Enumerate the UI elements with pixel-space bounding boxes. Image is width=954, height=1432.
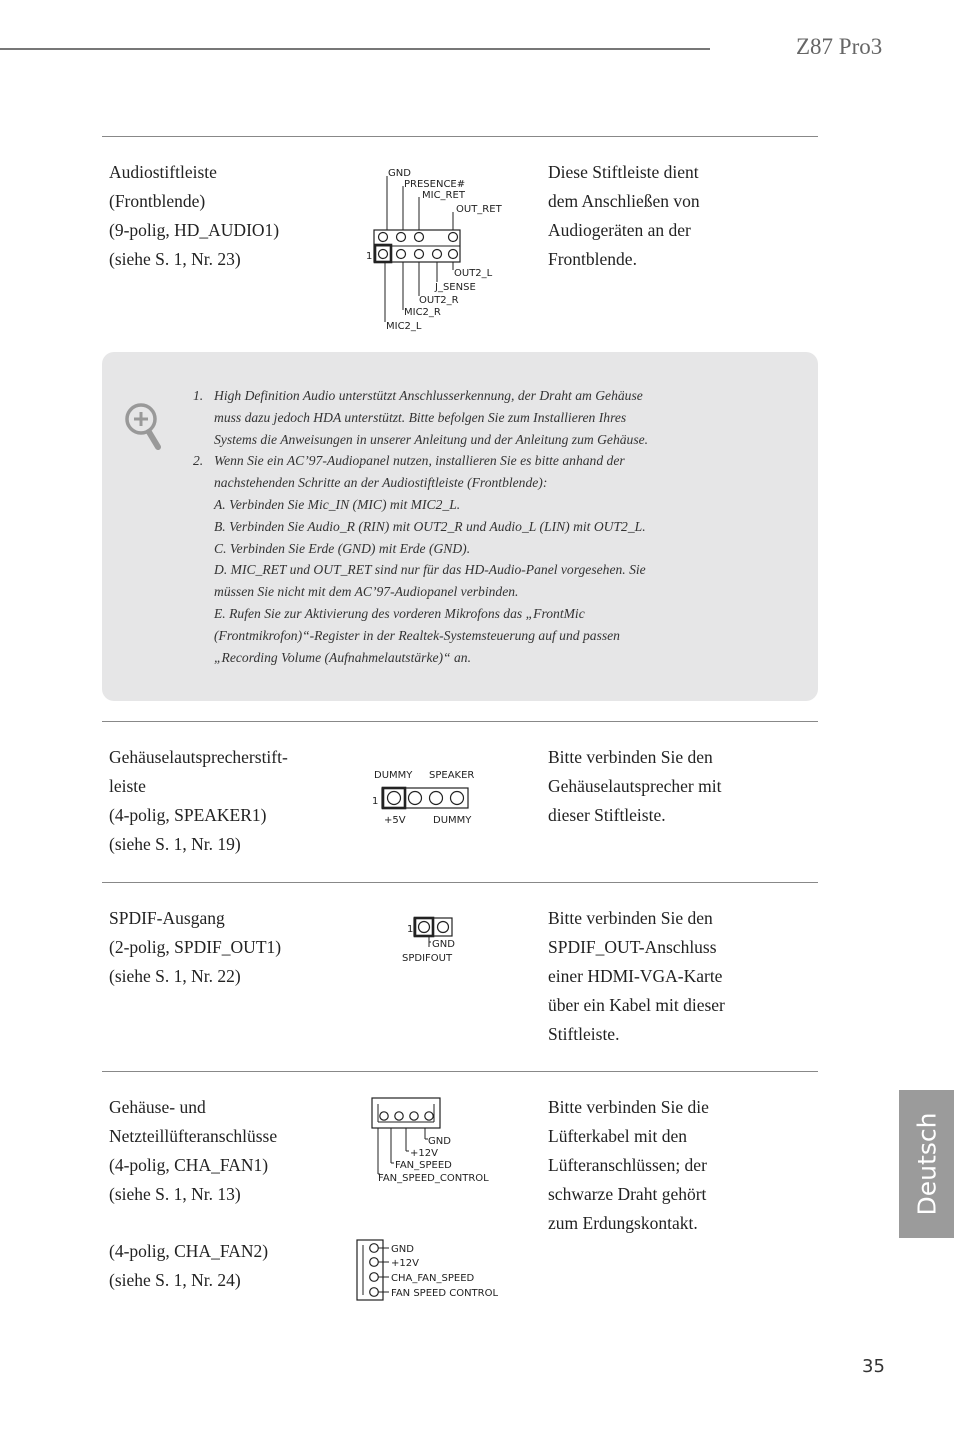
speaker-label-line: Gehäuselautsprecherstift- bbox=[109, 747, 288, 767]
audio-description bbox=[548, 158, 788, 274]
hd-audio-header-diagram bbox=[362, 162, 512, 337]
note-line: D. MIC_RET und OUT_RET sind nur für das HD-Audio-Panel vorgesehen. Sie bbox=[214, 562, 646, 578]
speaker-header-diagram bbox=[366, 764, 501, 830]
fan-desc-line: schwarze Draht gehört bbox=[548, 1184, 707, 1204]
pin-label-mic-ret: MIC_RET bbox=[422, 190, 465, 201]
pin-one-marker: 1 bbox=[366, 251, 373, 262]
note-line: A. Verbinden Sie Mic_IN (MIC) mit MIC2_L. bbox=[214, 496, 461, 512]
speaker-desc-line: Gehäuselautsprecher mit bbox=[548, 776, 722, 796]
note-line: B. Verbinden Sie Audio_R (RIN) mit OUT2_R und Audio_L (LIN) mit OUT2_L. bbox=[214, 518, 646, 534]
audio-label bbox=[109, 158, 329, 274]
pin-label-fan-speed-control: FAN SPEED CONTROL bbox=[391, 1288, 499, 1299]
note-line: nachstehenden Schritte an der Audiostiftleiste (Frontblende): bbox=[214, 475, 548, 491]
audio-desc-line: Audiogeräten an der bbox=[548, 220, 691, 240]
note-line: „Recording Volume (Aufnahmelautstärke)“ an. bbox=[214, 649, 471, 665]
fan2-label bbox=[109, 1237, 329, 1295]
pin-label-fan-speed: FAN_SPEED bbox=[395, 1160, 452, 1171]
speaker-desc-line: dieser Stiftleiste. bbox=[548, 805, 666, 825]
speaker-label-line: (4-polig, SPEAKER1) bbox=[109, 805, 267, 825]
spdif-desc-line: über ein Kabel mit dieser bbox=[548, 995, 725, 1015]
speaker-label-line: (siehe S. 1, Nr. 19) bbox=[109, 834, 241, 854]
spdif-desc-line: einer HDMI-VGA-Karte bbox=[548, 966, 723, 986]
pin-label-gnd: GND bbox=[428, 1136, 451, 1147]
pin-label-5v: +5V bbox=[384, 815, 406, 826]
pin-one-marker: 1 bbox=[372, 796, 379, 807]
language-tab bbox=[899, 1090, 954, 1238]
audio-desc-line: Diese Stiftleiste dient bbox=[548, 162, 699, 182]
audio-desc-line: Frontblende. bbox=[548, 249, 637, 269]
fan-desc-line: zum Erdungskontakt. bbox=[548, 1213, 698, 1233]
fan-desc-line: Lüfterkabel mit den bbox=[548, 1126, 687, 1146]
audio-label-line: (9-polig, HD_AUDIO1) bbox=[109, 220, 280, 240]
section-divider bbox=[102, 721, 818, 722]
note-line: C. Verbinden Sie Erde (GND) mit Erde (GND). bbox=[214, 540, 471, 556]
spdif-desc-line: Bitte verbinden Sie den bbox=[548, 908, 713, 928]
pin-one-marker: 1 bbox=[407, 924, 414, 935]
fan-label-line: Gehäuse- und bbox=[109, 1097, 206, 1117]
fan-description bbox=[548, 1093, 788, 1238]
speaker-label-line: leiste bbox=[109, 776, 146, 796]
page-number: 35 bbox=[862, 1356, 885, 1377]
speaker-label bbox=[109, 743, 329, 859]
pin-label-out-ret: OUT_RET bbox=[456, 204, 502, 215]
audio-label-line: (siehe S. 1, Nr. 23) bbox=[109, 249, 241, 269]
speaker-description bbox=[548, 743, 788, 830]
pin-label-presence: PRESENCE# bbox=[404, 179, 466, 190]
model-name: Z87 Pro3 bbox=[796, 34, 883, 59]
spdif-desc-line: SPDIF_OUT-Anschluss bbox=[548, 937, 717, 957]
spdif-label bbox=[109, 904, 329, 991]
note-line: muss dazu jedoch HDA unterstützt. Bitte befolgen Sie zum Installieren Ihres bbox=[214, 409, 627, 425]
fan-desc-line: Lüfteranschlüssen; der bbox=[548, 1155, 707, 1175]
audio-label-line: Audiostiftleiste bbox=[109, 162, 217, 182]
note-line: müssen Sie nicht mit dem AC’97-Audiopanel verbinden. bbox=[214, 584, 519, 600]
fan-desc-line: Bitte verbinden Sie die bbox=[548, 1097, 709, 1117]
note-text bbox=[193, 385, 753, 668]
fan2-label-line: (4-polig, CHA_FAN2) bbox=[109, 1241, 269, 1261]
note-line bbox=[193, 385, 753, 407]
section-divider bbox=[102, 136, 818, 137]
fan-label-line: Netzteillüfteranschlüsse bbox=[109, 1126, 278, 1146]
note-line: E. Rufen Sie zur Aktivierung des vorderen Mikrofons das „FrontMic bbox=[214, 605, 585, 621]
note-line bbox=[193, 450, 753, 472]
spdif-desc-line: Stiftleiste. bbox=[548, 1024, 620, 1044]
note-line: Systems die Anweisungen in unserer Anleitung und der Anleitung zum Gehäuse. bbox=[214, 431, 649, 447]
note-line-text: Wenn Sie ein AC’97-Audiopanel nutzen, installieren Sie es bitte anhand der bbox=[214, 453, 625, 469]
speaker-desc-line: Bitte verbinden Sie den bbox=[548, 747, 713, 767]
pin-label-mic2-l: MIC2_L bbox=[386, 321, 422, 332]
pin-label-gnd: GND bbox=[432, 939, 455, 950]
pin-label-gnd: GND bbox=[391, 1244, 414, 1255]
audio-label-line: (Frontblende) bbox=[109, 191, 206, 211]
magnifier-icon bbox=[124, 400, 164, 454]
spdif-label-line: SPDIF-Ausgang bbox=[109, 908, 225, 928]
section-divider bbox=[102, 1071, 818, 1072]
fan-label-line: (siehe S. 1, Nr. 13) bbox=[109, 1184, 241, 1204]
fan-label bbox=[109, 1093, 329, 1209]
language-tab-label: Deutsch bbox=[912, 1112, 941, 1216]
note-line: (Frontmikrofon)“-Register in der Realtek-Systemsteuerung auf und passen bbox=[214, 627, 620, 643]
fan2-label-line: (siehe S. 1, Nr. 24) bbox=[109, 1270, 241, 1290]
spdif-label-line: (2-polig, SPDIF_OUT1) bbox=[109, 937, 282, 957]
fan-label-line: (4-polig, CHA_FAN1) bbox=[109, 1155, 269, 1175]
note-line-text: High Definition Audio unterstützt Anschlusserkennung, der Draht am Gehäuse bbox=[214, 388, 643, 403]
pin-label-cha-fan-speed: CHA_FAN_SPEED bbox=[391, 1273, 475, 1284]
note-number: 1. bbox=[193, 388, 204, 403]
pin-label-speaker: SPEAKER bbox=[429, 770, 475, 781]
pin-label-out2-r: OUT2_R bbox=[419, 295, 459, 306]
spdif-header-diagram bbox=[398, 914, 468, 966]
pin-label-gnd: GND bbox=[388, 168, 411, 179]
spdif-description bbox=[548, 904, 788, 1049]
audio-desc-line: dem Anschließen von bbox=[548, 191, 700, 211]
pin-label-12v: +12V bbox=[410, 1148, 438, 1159]
pin-label-spdifout: SPDIFOUT bbox=[402, 953, 453, 964]
pin-label-mic2-r: MIC2_R bbox=[404, 307, 441, 318]
spdif-label-line: (siehe S. 1, Nr. 22) bbox=[109, 966, 241, 986]
pin-label-dummy-bottom: DUMMY bbox=[433, 815, 472, 826]
pin-label-12v: +12V bbox=[391, 1258, 419, 1269]
cha-fan1-header-diagram bbox=[370, 1096, 510, 1186]
header-rule bbox=[0, 48, 710, 50]
pin-label-out2-l: OUT2_L bbox=[454, 268, 493, 279]
pin-label-fan-speed-control: FAN_SPEED_CONTROL bbox=[378, 1173, 489, 1184]
cha-fan2-header-diagram bbox=[354, 1237, 524, 1303]
note-number: 2. bbox=[193, 453, 204, 469]
section-divider bbox=[102, 882, 818, 883]
pin-label-dummy-top: DUMMY bbox=[374, 770, 413, 781]
pin-label-j-sense: J_SENSE bbox=[435, 282, 476, 293]
